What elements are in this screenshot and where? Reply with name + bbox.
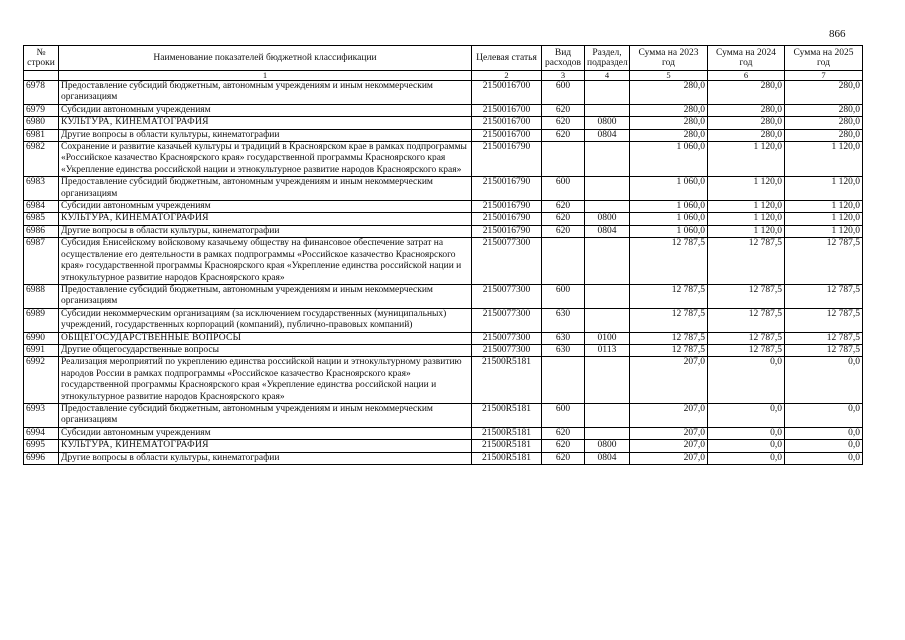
row-number-cell: 6990 [24, 332, 59, 344]
target-article-cell: 2150016700 [472, 117, 542, 129]
sum-2025-cell: 0,0 [785, 357, 863, 404]
row-number-cell: 6985 [24, 213, 59, 225]
section-cell: 0800 [585, 117, 630, 129]
sum-2025-cell: 1 120,0 [785, 177, 863, 201]
section-cell: 0804 [585, 129, 630, 141]
sum-2023-cell: 280,0 [630, 129, 708, 141]
section-cell [585, 284, 630, 308]
header-2025: Сумма на 2025 год [785, 46, 863, 71]
target-article-cell: 21500R5181 [472, 427, 542, 439]
target-article-cell: 2150016790 [472, 177, 542, 201]
section-cell [585, 177, 630, 201]
section-cell: 0100 [585, 332, 630, 344]
sum-2023-cell: 207,0 [630, 403, 708, 427]
sum-2024-cell: 280,0 [708, 81, 785, 105]
section-cell [585, 308, 630, 332]
expense-kind-cell: 630 [542, 308, 585, 332]
expense-kind-cell: 620 [542, 440, 585, 452]
table-row [24, 81, 863, 105]
section-cell: 0113 [585, 344, 630, 356]
sum-2024-cell: 12 787,5 [708, 238, 785, 285]
indicator-name-cell: Предоставление субсидий бюджетным, автономным учреждениям и иным некоммерческим организациям [59, 284, 472, 308]
indicator-name-cell: Реализация мероприятий по укреплению единства российской нации и этнокультурному развитию народов России в рамках подпрограммы «Российское казачество Красноярского края» государственной программы Красноярского края «Укрепление единства российской нации и этнокультурное развитие народов Красноярского края» [59, 357, 472, 404]
sum-2023-cell: 280,0 [630, 81, 708, 105]
section-cell [585, 201, 630, 213]
sum-2023-cell: 207,0 [630, 357, 708, 404]
expense-kind-cell: 620 [542, 129, 585, 141]
sum-2024-cell: 0,0 [708, 452, 785, 464]
table-body [24, 81, 863, 465]
indicator-name-cell: КУЛЬТУРА, КИНЕМАТОГРАФИЯ [59, 440, 472, 452]
sum-2025-cell: 12 787,5 [785, 238, 863, 285]
expense-kind-cell [542, 142, 585, 177]
sum-2025-cell: 0,0 [785, 403, 863, 427]
target-article-cell: 2150016700 [472, 81, 542, 105]
header-kind: Вид расходов [542, 46, 585, 71]
sum-2023-cell: 1 060,0 [630, 142, 708, 177]
target-article-cell: 2150077300 [472, 238, 542, 285]
header-2023: Сумма на 2023 год [630, 46, 708, 71]
indicator-name-cell: Предоставление субсидий бюджетным, автономным учреждениям и иным некоммерческим организациям [59, 403, 472, 427]
expense-kind-cell: 620 [542, 225, 585, 237]
row-number-cell: 6986 [24, 225, 59, 237]
sum-2025-cell: 0,0 [785, 427, 863, 439]
sum-2024-cell: 1 120,0 [708, 201, 785, 213]
indicator-name-cell: ОБЩЕГОСУДАРСТВЕННЫЕ ВОПРОСЫ [59, 332, 472, 344]
target-article-cell: 2150077300 [472, 284, 542, 308]
sum-2025-cell: 1 120,0 [785, 201, 863, 213]
expense-kind-cell: 620 [542, 104, 585, 116]
sum-2023-cell: 12 787,5 [630, 332, 708, 344]
row-number-cell: 6996 [24, 452, 59, 464]
column-number [24, 71, 59, 81]
indicator-name-cell: Другие вопросы в области культуры, кинематографии [59, 129, 472, 141]
sum-2024-cell: 280,0 [708, 104, 785, 116]
expense-kind-cell: 620 [542, 213, 585, 225]
header-row [24, 46, 863, 71]
indicator-name-cell: Субсидии автономным учреждениям [59, 104, 472, 116]
row-number-cell: 6987 [24, 238, 59, 285]
table-row [24, 440, 863, 452]
expense-kind-cell: 620 [542, 452, 585, 464]
column-number: 7 [785, 71, 863, 81]
sum-2024-cell: 12 787,5 [708, 344, 785, 356]
section-cell [585, 104, 630, 116]
section-cell: 0800 [585, 213, 630, 225]
table-row [24, 201, 863, 213]
indicator-name-cell: Субсидия Енисейскому войсковому казачьему обществу на финансовое обеспечение затрат на осуществление его деятельности в рамках подпрограммы «Российское казачество Красноярского края» государственной программы Красноярского края «Укрепление единства российской нации и этнокультурное развитие народов Красноярского края» [59, 238, 472, 285]
expense-kind-cell: 600 [542, 403, 585, 427]
sum-2024-cell: 0,0 [708, 403, 785, 427]
column-number: 4 [585, 71, 630, 81]
header-2024: Сумма на 2024 год [708, 46, 785, 71]
column-number: 5 [630, 71, 708, 81]
table-row [24, 427, 863, 439]
section-cell [585, 81, 630, 105]
column-number: 1 [59, 71, 472, 81]
table-row [24, 142, 863, 177]
sum-2024-cell: 0,0 [708, 427, 785, 439]
table-row [24, 177, 863, 201]
page-number: 866 [829, 28, 846, 40]
indicator-name-cell: Предоставление субсидий бюджетным, автономным учреждениям и иным некоммерческим организациям [59, 177, 472, 201]
sum-2023-cell: 207,0 [630, 427, 708, 439]
row-number-cell: 6980 [24, 117, 59, 129]
section-cell [585, 427, 630, 439]
column-number: 6 [708, 71, 785, 81]
sum-2024-cell: 1 120,0 [708, 225, 785, 237]
row-number-cell: 6981 [24, 129, 59, 141]
target-article-cell: 2150016700 [472, 104, 542, 116]
sum-2024-cell: 0,0 [708, 357, 785, 404]
expense-kind-cell: 630 [542, 344, 585, 356]
sum-2025-cell: 280,0 [785, 129, 863, 141]
table-row [24, 117, 863, 129]
sum-2024-cell: 280,0 [708, 129, 785, 141]
expense-kind-cell: 600 [542, 177, 585, 201]
sum-2024-cell: 12 787,5 [708, 284, 785, 308]
sum-2024-cell: 280,0 [708, 117, 785, 129]
row-number-cell: 6994 [24, 427, 59, 439]
sum-2024-cell: 1 120,0 [708, 142, 785, 177]
column-number-row [24, 71, 863, 81]
section-cell: 0804 [585, 452, 630, 464]
indicator-name-cell: КУЛЬТУРА, КИНЕМАТОГРАФИЯ [59, 213, 472, 225]
sum-2025-cell: 280,0 [785, 81, 863, 105]
target-article-cell: 21500R5181 [472, 452, 542, 464]
sum-2025-cell: 1 120,0 [785, 213, 863, 225]
sum-2024-cell: 12 787,5 [708, 332, 785, 344]
sum-2025-cell: 280,0 [785, 104, 863, 116]
section-cell [585, 403, 630, 427]
sum-2023-cell: 12 787,5 [630, 284, 708, 308]
indicator-name-cell: КУЛЬТУРА, КИНЕМАТОГРАФИЯ [59, 117, 472, 129]
table-row [24, 452, 863, 464]
expense-kind-cell: 620 [542, 201, 585, 213]
column-number: 2 [472, 71, 542, 81]
target-article-cell: 2150016790 [472, 213, 542, 225]
expense-kind-cell: 620 [542, 117, 585, 129]
header-row-no: № строки [24, 46, 59, 71]
target-article-cell: 2150016700 [472, 129, 542, 141]
header-target: Целевая статья [472, 46, 542, 71]
table-row [24, 104, 863, 116]
sum-2025-cell: 1 120,0 [785, 225, 863, 237]
section-cell [585, 238, 630, 285]
target-article-cell: 21500R5181 [472, 440, 542, 452]
sum-2025-cell: 0,0 [785, 440, 863, 452]
indicator-name-cell: Предоставление субсидий бюджетным, автономным учреждениям и иным некоммерческим организациям [59, 81, 472, 105]
sum-2025-cell: 1 120,0 [785, 142, 863, 177]
expense-kind-cell [542, 357, 585, 404]
table-row [24, 238, 863, 285]
sum-2023-cell: 12 787,5 [630, 308, 708, 332]
row-number-cell: 6991 [24, 344, 59, 356]
sum-2023-cell: 207,0 [630, 440, 708, 452]
section-cell: 0800 [585, 440, 630, 452]
table-row [24, 308, 863, 332]
expense-kind-cell: 600 [542, 81, 585, 105]
sum-2025-cell: 12 787,5 [785, 308, 863, 332]
indicator-name-cell: Другие вопросы в области культуры, кинематографии [59, 225, 472, 237]
row-number-cell: 6984 [24, 201, 59, 213]
target-article-cell: 2150016790 [472, 142, 542, 177]
sum-2024-cell: 1 120,0 [708, 177, 785, 201]
row-number-cell: 6995 [24, 440, 59, 452]
table-row [24, 357, 863, 404]
section-cell [585, 142, 630, 177]
section-cell [585, 357, 630, 404]
sum-2023-cell: 1 060,0 [630, 225, 708, 237]
target-article-cell: 21500R5181 [472, 403, 542, 427]
row-number-cell: 6982 [24, 142, 59, 177]
sum-2025-cell: 12 787,5 [785, 332, 863, 344]
row-number-cell: 6979 [24, 104, 59, 116]
expense-kind-cell: 600 [542, 284, 585, 308]
row-number-cell: 6989 [24, 308, 59, 332]
expense-kind-cell: 630 [542, 332, 585, 344]
table-row [24, 284, 863, 308]
table-row [24, 344, 863, 356]
sum-2023-cell: 1 060,0 [630, 213, 708, 225]
target-article-cell: 2150016790 [472, 201, 542, 213]
target-article-cell: 2150016790 [472, 225, 542, 237]
target-article-cell: 2150077300 [472, 344, 542, 356]
sum-2024-cell: 1 120,0 [708, 213, 785, 225]
sum-2025-cell: 280,0 [785, 117, 863, 129]
row-number-cell: 6992 [24, 357, 59, 404]
row-number-cell: 6978 [24, 81, 59, 105]
section-cell: 0804 [585, 225, 630, 237]
target-article-cell: 2150077300 [472, 308, 542, 332]
header-section: Раздел, подраздел [585, 46, 630, 71]
indicator-name-cell: Сохранение и развитие казачьей культуры и традиций в Красноярском крае в рамках подпрограммы «Российское казачество Красноярского края» государственной программы Красноярского края «Укрепление единства российской нации и этнокультурное развитие народов Красноярского края» [59, 142, 472, 177]
sum-2024-cell: 0,0 [708, 440, 785, 452]
indicator-name-cell: Другие вопросы в области культуры, кинематографии [59, 452, 472, 464]
sum-2023-cell: 280,0 [630, 117, 708, 129]
indicator-name-cell: Субсидии некоммерческим организациям (за исключением государственных (муниципальных) учреждений, государственных корпораций (компаний), публично-правовых компаний) [59, 308, 472, 332]
sum-2025-cell: 12 787,5 [785, 284, 863, 308]
indicator-name-cell: Субсидии автономным учреждениям [59, 201, 472, 213]
table-row [24, 332, 863, 344]
sum-2024-cell: 12 787,5 [708, 308, 785, 332]
budget-table [23, 45, 863, 465]
expense-kind-cell [542, 238, 585, 285]
sum-2023-cell: 12 787,5 [630, 238, 708, 285]
sum-2023-cell: 1 060,0 [630, 177, 708, 201]
table-row [24, 129, 863, 141]
sum-2023-cell: 1 060,0 [630, 201, 708, 213]
table-row [24, 225, 863, 237]
row-number-cell: 6983 [24, 177, 59, 201]
header-name: Наименование показателей бюджетной классификации [59, 46, 472, 71]
target-article-cell: 2150077300 [472, 332, 542, 344]
sum-2025-cell: 12 787,5 [785, 344, 863, 356]
indicator-name-cell: Субсидии автономным учреждениям [59, 427, 472, 439]
table-row [24, 403, 863, 427]
sum-2025-cell: 0,0 [785, 452, 863, 464]
expense-kind-cell: 620 [542, 427, 585, 439]
target-article-cell: 21500R5181 [472, 357, 542, 404]
sum-2023-cell: 280,0 [630, 104, 708, 116]
table-row [24, 213, 863, 225]
sum-2023-cell: 207,0 [630, 452, 708, 464]
column-number: 3 [542, 71, 585, 81]
sum-2023-cell: 12 787,5 [630, 344, 708, 356]
row-number-cell: 6993 [24, 403, 59, 427]
indicator-name-cell: Другие общегосударственные вопросы [59, 344, 472, 356]
row-number-cell: 6988 [24, 284, 59, 308]
